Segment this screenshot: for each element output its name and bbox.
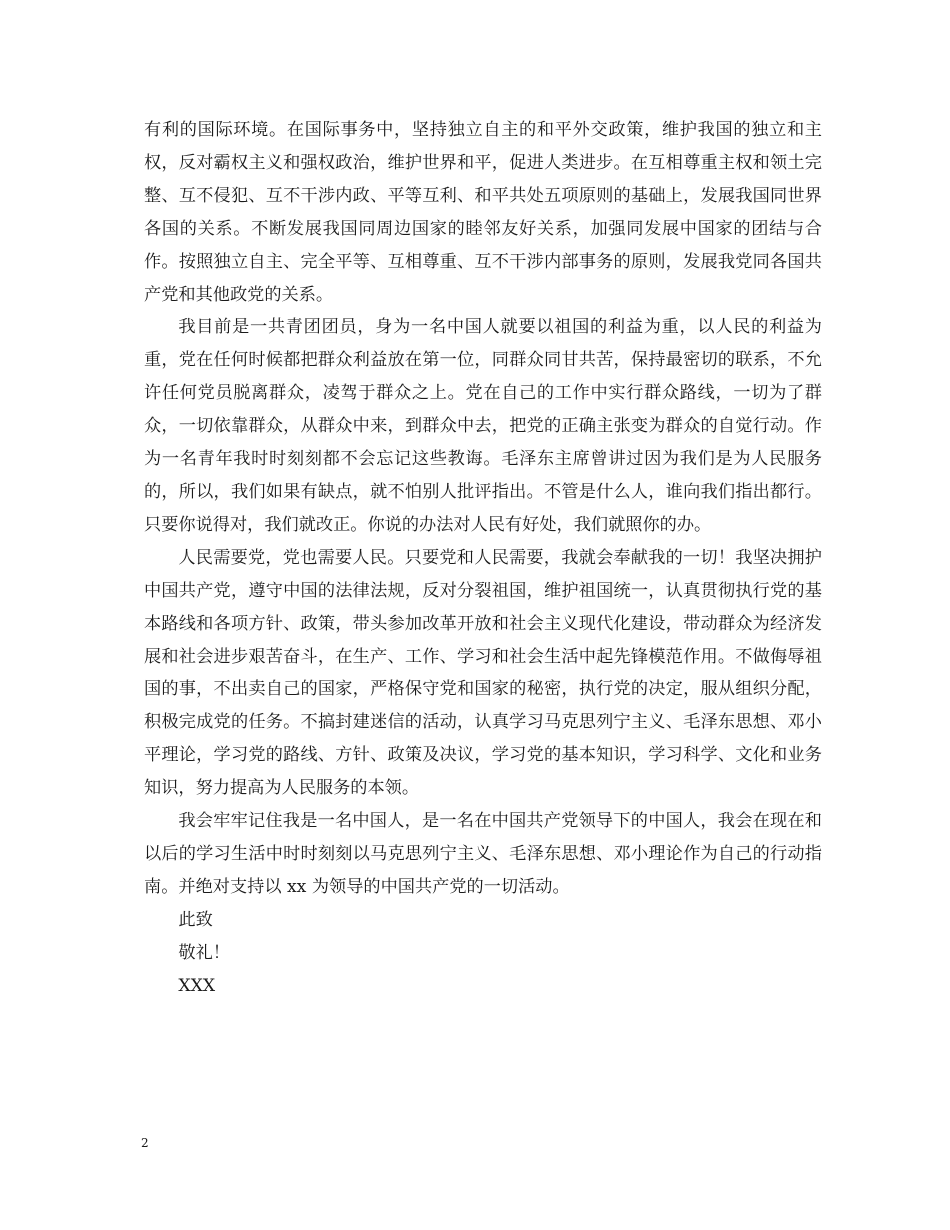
signature: XXX [178,975,216,996]
paragraph-youth-member: 我目前是一共青团团员，身为一名中国人就要以祖国的利益为重，以人民的利益为重，党在任何时候都把群众利益放在第一位，同群众同甘共苦，保持最密切的联系，不允许任何党员脱离群众，凌驾于群众之上。党在自己的工作中实行群众路线，一切为了群众，一切依靠群众，从群众中来，到群众中去，把党的正确主张变为群众的自觉行动。作为一名青年我时时刻刻都不会忘记这些教诲。毛泽东主席曾讲过因为我们是为人民服务的，所以，我们如果有缺点，就不怕别人批评指出。不管是什么人，谁向我们指出都行。只要你说得对，我们就改正。你说的办法对人民有好处，我们就照你的办。 [144,317,822,535]
page-number: 2 [141,1136,149,1150]
closing-respect: 敬礼！ [178,942,230,963]
document-body [144,114,822,1002]
paragraph-continued: 有利的国际环境。在国际事务中，坚持独立自主的和平外交政策，维护我国的独立和主权，反对霸权主义和强权政治，维护世界和平，促进人类进步。在互相尊重主权和领土完整、互不侵犯、互不干涉内政、平等互利、和平共处五项原则的基础上，发展我国同世界各国的关系。不断发展我国同周边国家的睦邻友好关系，加强同发展中国家的团结与合作。按照独立自主、完全平等、互相尊重、互不干涉内部事务的原则，发展我党同各国共产党和其他政党的关系。 [144,120,822,305]
paragraph-commitment: 人民需要党，党也需要人民。只要党和人民需要，我就会奉献我的一切！我坚决拥护中国共产党，遵守中国的法律法规，反对分裂祖国，维护祖国统一，认真贯彻执行党的基本路线和各项方针、政策，带头参加改革开放和社会主义现代化建设，带动群众为经济发展和社会进步艰苦奋斗，在生产、工作、学习和社会生活中起先锋模范作用。不做侮辱祖国的事，不出卖自己的国家，严格保守党和国家的秘密，执行党的决定，服从组织分配，积极完成党的任务。不搞封建迷信的活动，认真学习马克思列宁主义、毛泽东思想、邓小平理论，学习党的路线、方针、政策及决议，学习党的基本知识，学习科学、文化和业务知识，努力提高为人民服务的本领。 [144,547,822,799]
closing-salutation: 此致 [178,909,213,930]
paragraph-pledge: 我会牢牢记住我是一名中国人，是一名在中国共产党领导下的中国人，我会在现在和以后的学习生活中时时刻刻以马克思列宁主义、毛泽东思想、邓小理论作为自己的行动指南。并绝对支持以 xx 为领导的中国共产党的一切活动。 [144,811,822,897]
